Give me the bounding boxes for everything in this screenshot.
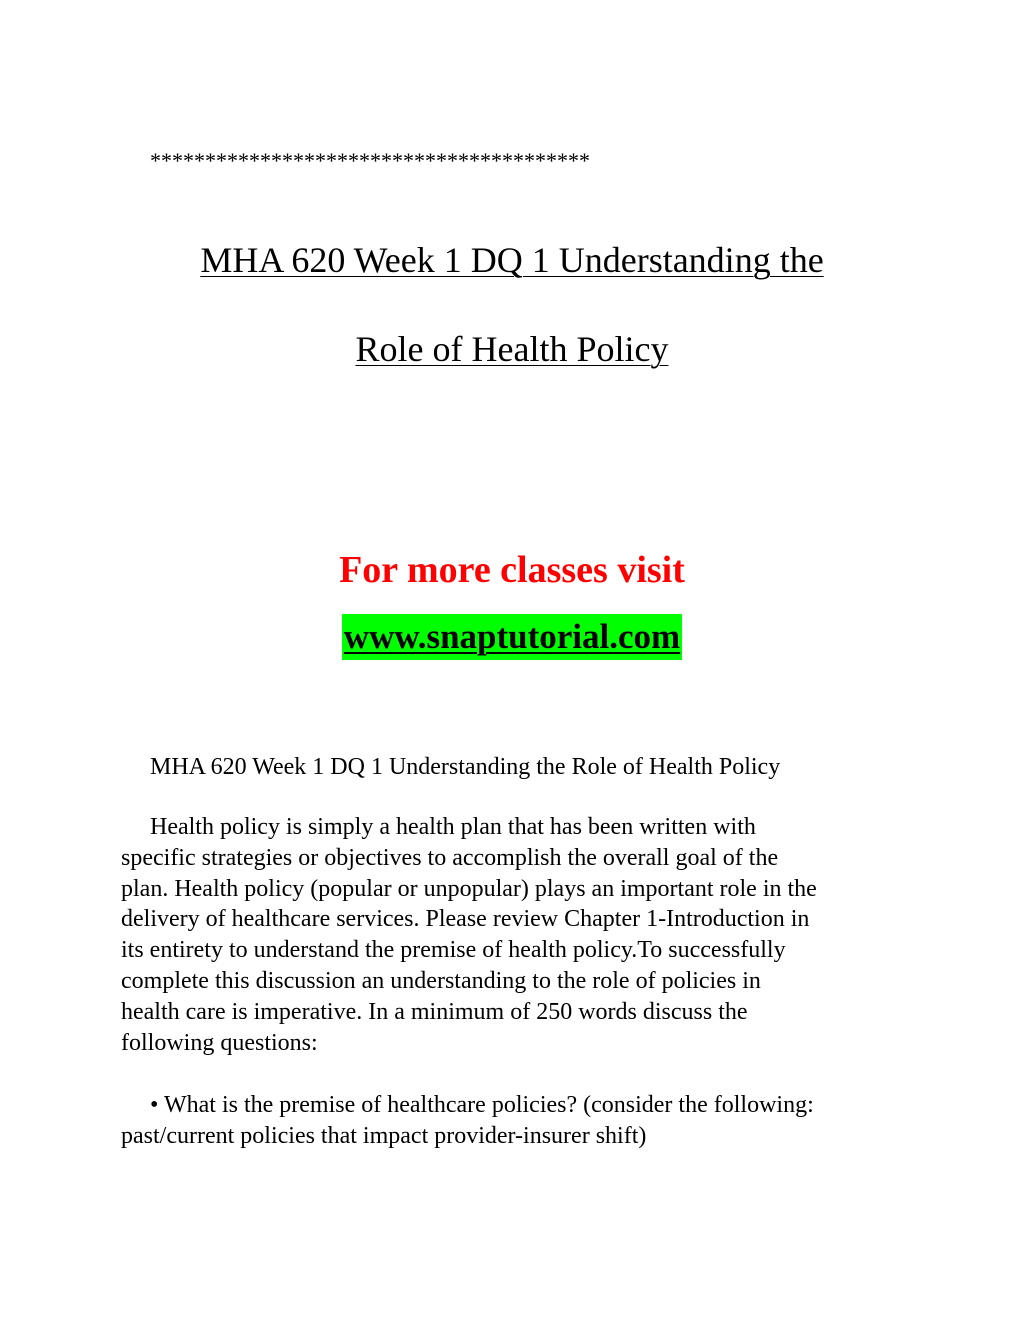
question-bullet — [121, 1090, 911, 1152]
document-title-line-1 — [0, 238, 1024, 282]
separator-stars: **************************************** — [150, 148, 590, 173]
paragraph-line: complete this discussion an understanding to the role of policies in — [121, 967, 761, 994]
bullet-line: past/current policies that impact provider-insurer shift) — [121, 1122, 647, 1149]
paragraph-line: Health policy is simply a health plan that has been written with — [150, 814, 756, 840]
bullet-line: • What is the premise of healthcare policies? (consider the following: — [150, 1092, 814, 1118]
content-subheading: MHA 620 Week 1 DQ 1 Understanding the Role of Health Policy — [150, 754, 781, 780]
promo-text: For more classes visit — [339, 549, 685, 591]
paragraph-line: its entirety to understand the premise of health policy.To successfully — [121, 937, 786, 964]
paragraph-line: specific strategies or objectives to accomplish the overall goal of the — [121, 844, 779, 871]
paragraph-line: plan. Health policy (popular or unpopular) plays an important role in the — [121, 875, 817, 902]
title-line-2-text: Role of Health Policy — [355, 329, 669, 369]
document-title-line-2 — [0, 327, 1024, 371]
paragraph-line: following questions: — [121, 1029, 318, 1056]
description-paragraph — [121, 812, 911, 1058]
promo-link-container — [0, 614, 1024, 660]
paragraph-line: delivery of healthcare services. Please review Chapter 1-Introduction in — [121, 906, 810, 933]
paragraph-line: health care is imperative. In a minimum of 250 words discuss the — [121, 998, 748, 1025]
title-line-1-text: MHA 620 Week 1 DQ 1 Understanding the — [200, 240, 824, 280]
website-link[interactable]: www.snaptutorial.com — [342, 614, 682, 660]
